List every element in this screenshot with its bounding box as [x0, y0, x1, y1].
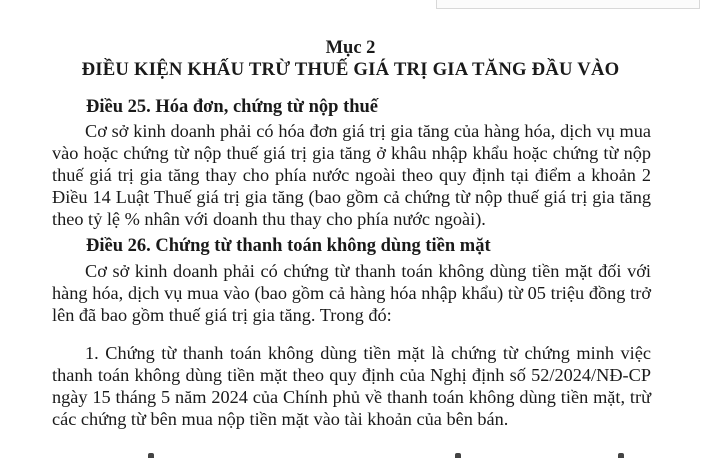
article-26-clause-1: 1. Chứng từ thanh toán không dùng tiền mặt là chứng từ chứng minh việc thanh toán không dùng tiền mặt theo quy định của Nghị định số 52/2024/NĐ-CP ngày 15 tháng 5 năm 2024 của Chính phủ về thanh toán không dùng tiền mặt, trừ các chứng từ bên mua nộp tiền mặt vào tài khoản của bên bán. [52, 343, 651, 429]
article-26-heading: Điều 26. Chứng từ thanh toán không dùng tiền mặt [86, 236, 491, 256]
article-25-heading: Điều 25. Hóa đơn, chứng từ nộp thuế [86, 97, 379, 117]
article-25-paragraph: Cơ sở kinh doanh phải có hóa đơn giá trị gia tăng của hàng hóa, dịch vụ mua vào hoặc chứng từ nộp thuế giá trị gia tăng ở khâu nhập khẩu hoặc chứng từ nộp thuế giá trị gia tăng thay cho phía nước ngoài theo quy định tại điểm a khoản 2 Điều 14 Luật Thuế giá trị gia tăng (bao gồm cả chứng từ nộp thuế giá trị gia tăng theo tỷ lệ % nhân với doanh thu thay cho phía nước ngoài). [52, 121, 651, 229]
cut-off-text-fragment [148, 453, 154, 458]
section-number: Mục 2 [325, 38, 376, 58]
cut-off-text-fragment [618, 453, 624, 458]
section-title: ĐIỀU KIỆN KHẤU TRỪ THUẾ GIÁ TRỊ GIA TĂNG ĐẦU VÀO [81, 59, 620, 80]
cut-off-text-fragment [455, 453, 461, 458]
article-26-paragraph-intro: Cơ sở kinh doanh phải có chứng từ thanh toán không dùng tiền mặt đối với hàng hóa, dịch vụ mua vào (bao gồm cả hàng hóa nhập khẩu) từ 05 triệu đồng trở lên đã bao gồm thuế giá trị gia tăng. Trong đó: [52, 261, 651, 325]
